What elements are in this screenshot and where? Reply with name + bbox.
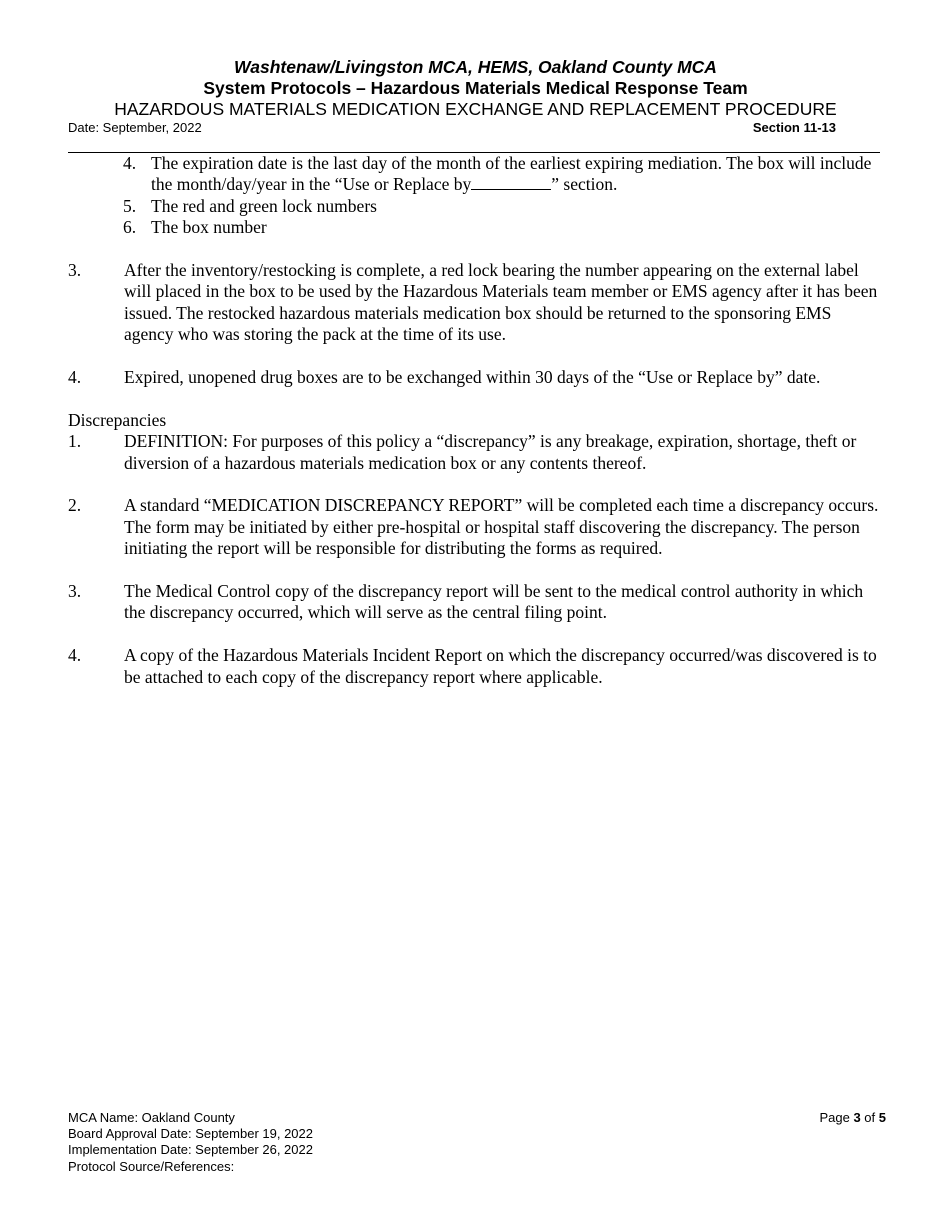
- page-number: Page 3 of 5: [819, 1110, 886, 1125]
- sublist-item-4-text-end: ” section.: [551, 174, 618, 195]
- header-procedure-title: HAZARDOUS MATERIALS MEDICATION EXCHANGE AND REPLACEMENT PROCEDURE: [114, 99, 837, 119]
- discrepancy-item-3: 3. The Medical Control copy of the discrepancy report will be sent to the medical control authority in which the discrepancy occurred, which will serve as the central filing point.: [68, 581, 864, 623]
- footer-board-approval: Board Approval Date: September 19, 2022: [68, 1126, 313, 1142]
- sublist-item-5: 5. The red and green lock numbers: [123, 195, 377, 216]
- header-system-protocols: System Protocols – Hazardous Materials Medical Response Team: [203, 78, 748, 98]
- page-header: [68, 56, 883, 136]
- page-total: 5: [878, 1110, 886, 1125]
- footer-protocol-source: Protocol Source/References:: [68, 1158, 235, 1174]
- sublist: [123, 153, 883, 239]
- header-section: Section 11-13: [752, 120, 836, 135]
- sublist-item-4: 4. The expiration date is the last day of the month of the earliest expiring mediation. The box will include the month/day/year in the “Use or Replace by ” section.: [123, 153, 872, 195]
- discrepancy-item-4: 4. A copy of the Hazardous Materials Incident Report on which the discrepancy occurred/was discovered is to be attached to each copy of the discrepancy report where applicable.: [68, 645, 877, 687]
- use-or-replace-blank: [471, 174, 551, 190]
- sublist-item-6: 6. The box number: [123, 217, 267, 238]
- sublist-item-4-text: The expiration date is the last day of the month of the earliest expiring mediation. The box will include the month/day/year in the “Use or Replace by: [151, 153, 872, 195]
- footer-implementation-date: Implementation Date: September 26, 2022: [68, 1142, 313, 1158]
- header-meta-row: [68, 120, 883, 136]
- discrepancy-item-2: 2. A standard “MEDICATION DISCREPANCY REPORT” will be completed each time a discrepancy occurs. The form may be initiated by either pre-hospital or hospital staff discovering the discrepancy. The person initiating the report will be responsible for distributing the forms as required.: [68, 495, 879, 559]
- header-organizations: Washtenaw/Livingston MCA, HEMS, Oakland County MCA: [234, 57, 717, 77]
- footer-mca-name: MCA Name: Oakland County: [68, 1110, 235, 1125]
- discrepancies-heading: Discrepancies: [68, 409, 167, 430]
- page-current: 3: [853, 1110, 861, 1125]
- page-footer: [68, 1110, 886, 1175]
- list-item-3: 3. After the inventory/restocking is complete, a red lock bearing the number appearing on the external label will placed in the box to be used by the Hazardous Materials team member or EMS agency after it has been issued. The restocked hazardous materials medication box should be returned to the sponsoring EMS agency who was storing the pack at the time of its use.: [68, 260, 878, 345]
- document-body: [68, 153, 883, 688]
- discrepancy-item-1: 1. DEFINITION: For purposes of this policy a “discrepancy” is any breakage, expiration, shortage, theft or diversion of a hazardous materials medication box or any contents thereof.: [68, 431, 857, 473]
- header-date: Date: September, 2022: [68, 120, 202, 135]
- list-item-4: 4. Expired, unopened drug boxes are to be exchanged within 30 days of the “Use or Replace by” date.: [68, 367, 821, 388]
